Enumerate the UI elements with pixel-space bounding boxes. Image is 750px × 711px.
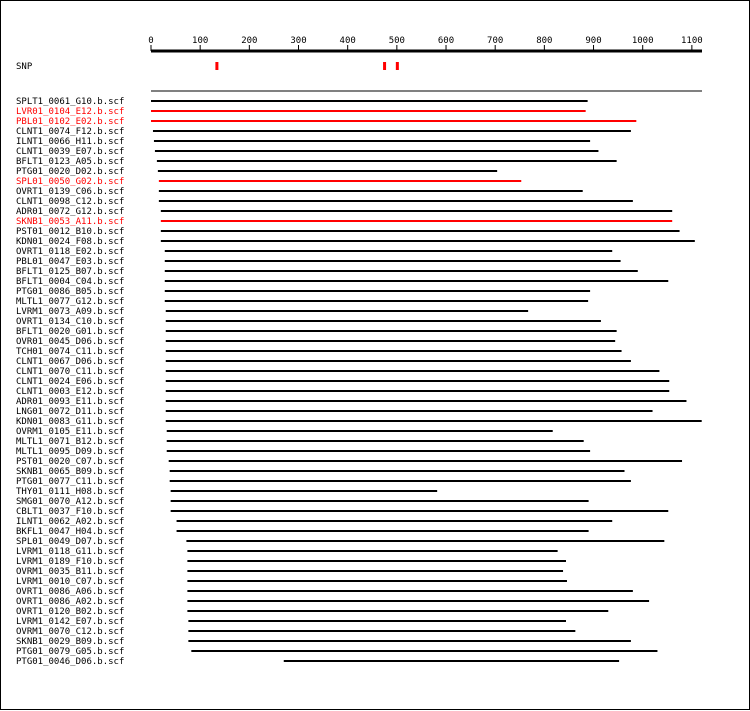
read-row[interactable]	[16, 297, 588, 307]
read-row[interactable]	[16, 497, 589, 507]
snp-marker	[215, 62, 218, 70]
read-name: PTG01_0079_G05.b.scf	[16, 647, 125, 657]
read-name: PTG01_0020_D02.b.scf	[16, 167, 125, 177]
read-row[interactable]	[16, 207, 672, 217]
read-row[interactable]	[16, 397, 686, 407]
scale-tick-label: 100	[192, 36, 209, 46]
read-name: TCH01_0074_C11.b.scf	[16, 347, 125, 357]
read-row[interactable]	[16, 177, 521, 187]
scale-tick-label: 500	[388, 36, 405, 46]
scale-tick-label: 400	[339, 36, 356, 46]
read-row[interactable]	[16, 287, 590, 297]
read-row[interactable]	[16, 217, 672, 227]
coordinate-scale	[148, 36, 702, 51]
read-row[interactable]	[16, 437, 584, 447]
read-row[interactable]	[16, 197, 633, 207]
read-row[interactable]	[16, 617, 566, 627]
read-row[interactable]	[16, 347, 622, 357]
read-name: PBL01_0102_E02.b.scf	[16, 117, 125, 127]
read-name: CLNT1_0039_E07.b.scf	[16, 147, 125, 157]
read-name: LVRM1_0118_G11.b.scf	[16, 547, 125, 557]
read-row[interactable]	[16, 107, 586, 117]
read-name: PBL01_0047_E03.b.scf	[16, 257, 125, 267]
read-row[interactable]	[16, 237, 695, 247]
read-name: CLNT1_0070_C11.b.scf	[16, 367, 125, 377]
read-name: SKNB1_0053_A11.b.scf	[16, 217, 125, 227]
read-row[interactable]	[16, 377, 669, 387]
read-name: BFLT1_0123_A05.b.scf	[16, 157, 125, 167]
read-row[interactable]	[16, 137, 590, 147]
read-row[interactable]	[16, 407, 653, 417]
read-name: SPL01_0050_G02.b.scf	[16, 177, 125, 187]
scale-tick-label: 300	[290, 36, 307, 46]
read-row[interactable]	[16, 607, 608, 617]
read-row[interactable]	[16, 357, 631, 367]
read-name: OVRT1_0086_A02.b.scf	[16, 597, 125, 607]
read-row[interactable]	[16, 417, 702, 427]
read-row[interactable]	[16, 157, 617, 167]
read-name: LVR01_0104_E12.b.scf	[16, 107, 125, 117]
read-name: CLNT1_0074_F12.b.scf	[16, 127, 125, 137]
read-name: SKNB1_0065_B09.b.scf	[16, 467, 125, 477]
read-row[interactable]	[16, 117, 636, 127]
read-name: OVRM1_0035_B11.b.scf	[16, 567, 125, 577]
read-row[interactable]	[16, 577, 567, 587]
read-name: KDN01_0024_F08.b.scf	[16, 237, 125, 247]
read-row[interactable]	[16, 527, 589, 537]
read-row[interactable]	[16, 307, 528, 317]
read-name: LVRM1_0010_C07.b.scf	[16, 577, 125, 587]
read-row[interactable]	[16, 547, 558, 557]
read-row[interactable]	[16, 637, 631, 647]
reads-list	[16, 97, 702, 667]
read-row[interactable]	[16, 567, 563, 577]
read-name: PST01_0020_C07.b.scf	[16, 457, 125, 467]
read-name: SKNB1_0029_B09.b.scf	[16, 637, 125, 647]
read-row[interactable]	[16, 257, 621, 267]
read-row[interactable]	[16, 467, 625, 477]
read-name: BFLT1_0004_C04.b.scf	[16, 277, 125, 287]
scale-tick-label: 200	[241, 36, 258, 46]
read-row[interactable]	[16, 367, 659, 377]
read-name: CLNT1_0003_E12.b.scf	[16, 387, 125, 397]
read-name: OVRM1_0105_E11.b.scf	[16, 427, 125, 437]
read-name: PTG01_0086_B05.b.scf	[16, 287, 125, 297]
read-row[interactable]	[16, 127, 631, 137]
read-name: THY01_0111_H08.b.scf	[16, 487, 125, 497]
read-row[interactable]	[16, 657, 619, 667]
read-row[interactable]	[16, 227, 680, 237]
read-row[interactable]	[16, 317, 601, 327]
read-name: MLTL1_0071_B12.b.scf	[16, 437, 125, 447]
read-alignment-viewer	[1, 1, 750, 711]
read-name: BFLT1_0020_G01.b.scf	[16, 327, 125, 337]
read-name: ILNT1_0066_H11.b.scf	[16, 137, 125, 147]
read-row[interactable]	[16, 647, 657, 657]
read-row[interactable]	[16, 187, 583, 197]
read-row[interactable]	[16, 447, 590, 457]
read-name: BFLT1_0125_B07.b.scf	[16, 267, 125, 277]
read-name: LNG01_0072_D11.b.scf	[16, 407, 125, 417]
read-name: KDN01_0083_G11.b.scf	[16, 417, 125, 427]
read-row[interactable]	[16, 537, 664, 547]
read-row[interactable]	[16, 627, 575, 637]
read-row[interactable]	[16, 487, 437, 497]
scale-tick-label: 600	[437, 36, 455, 46]
read-name: ADR01_0072_G12.b.scf	[16, 207, 125, 217]
read-name: SPL01_0049_D07.b.scf	[16, 537, 125, 547]
read-row[interactable]	[16, 587, 633, 597]
read-row[interactable]	[16, 167, 497, 177]
read-name: PST01_0012_B10.b.scf	[16, 227, 125, 237]
scale-tick-label: 900	[585, 36, 602, 46]
read-row[interactable]	[16, 97, 588, 107]
read-name: OVRT1_0120_B02.b.scf	[16, 607, 125, 617]
read-name: OVRT1_0086_A06.b.scf	[16, 587, 125, 597]
read-row[interactable]	[16, 557, 566, 567]
read-row[interactable]	[16, 517, 612, 527]
read-name: PTG01_0046_D06.b.scf	[16, 657, 125, 667]
read-name: CLNT1_0098_C12.b.scf	[16, 197, 125, 207]
read-name: LVRM1_0189_F10.b.scf	[16, 557, 125, 567]
scale-tick-label: 0	[148, 36, 154, 46]
read-row[interactable]	[16, 147, 598, 157]
read-name: ADR01_0093_E11.b.scf	[16, 397, 125, 407]
read-row[interactable]	[16, 597, 649, 607]
read-name: OVRT1_0139_C06.b.scf	[16, 187, 125, 197]
read-name: MLTL1_0077_G12.b.scf	[16, 297, 125, 307]
read-name: BKFL1_0047_H04.b.scf	[16, 527, 125, 537]
read-row[interactable]	[16, 267, 638, 277]
read-name: CLNT1_0067_D06.b.scf	[16, 357, 125, 367]
read-name: PTG01_0077_C11.b.scf	[16, 477, 125, 487]
read-row[interactable]	[16, 387, 669, 397]
read-name: MLTL1_0095_D09.b.scf	[16, 447, 125, 457]
read-row[interactable]	[16, 337, 615, 347]
read-row[interactable]	[16, 457, 682, 467]
read-name: OVRT1_0118_E02.b.scf	[16, 247, 125, 257]
read-name: SPLT1_0061_G10.b.scf	[16, 97, 125, 107]
read-row[interactable]	[16, 327, 617, 337]
snp-label: SNP	[16, 62, 33, 72]
read-name: CLNT1_0024_E06.b.scf	[16, 377, 125, 387]
scale-tick-label: 1100	[681, 36, 703, 46]
read-row[interactable]	[16, 277, 668, 287]
read-row[interactable]	[16, 247, 612, 257]
snp-marker	[383, 62, 386, 70]
snp-marker	[396, 62, 399, 70]
read-name: CBLT1_0037_F10.b.scf	[16, 507, 125, 517]
read-name: SMG01_0070_A12.b.scf	[16, 497, 125, 507]
read-row[interactable]	[16, 477, 631, 487]
read-name: ILNT1_0062_A02.b.scf	[16, 517, 125, 527]
read-name: OVRT1_0134_C10.b.scf	[16, 317, 125, 327]
scale-tick-label: 800	[536, 36, 553, 46]
scale-tick-label: 1000	[631, 36, 654, 46]
read-row[interactable]	[16, 507, 668, 517]
read-row[interactable]	[16, 427, 553, 437]
read-name: LVRM1_0142_E07.b.scf	[16, 617, 125, 627]
scale-tick-label: 700	[487, 36, 504, 46]
snp-track	[16, 62, 399, 72]
read-name: OVR01_0045_D06.b.scf	[16, 337, 125, 347]
read-name: OVRM1_0070_C12.b.scf	[16, 627, 125, 637]
read-name: LVRM1_0073_A09.b.scf	[16, 307, 125, 317]
